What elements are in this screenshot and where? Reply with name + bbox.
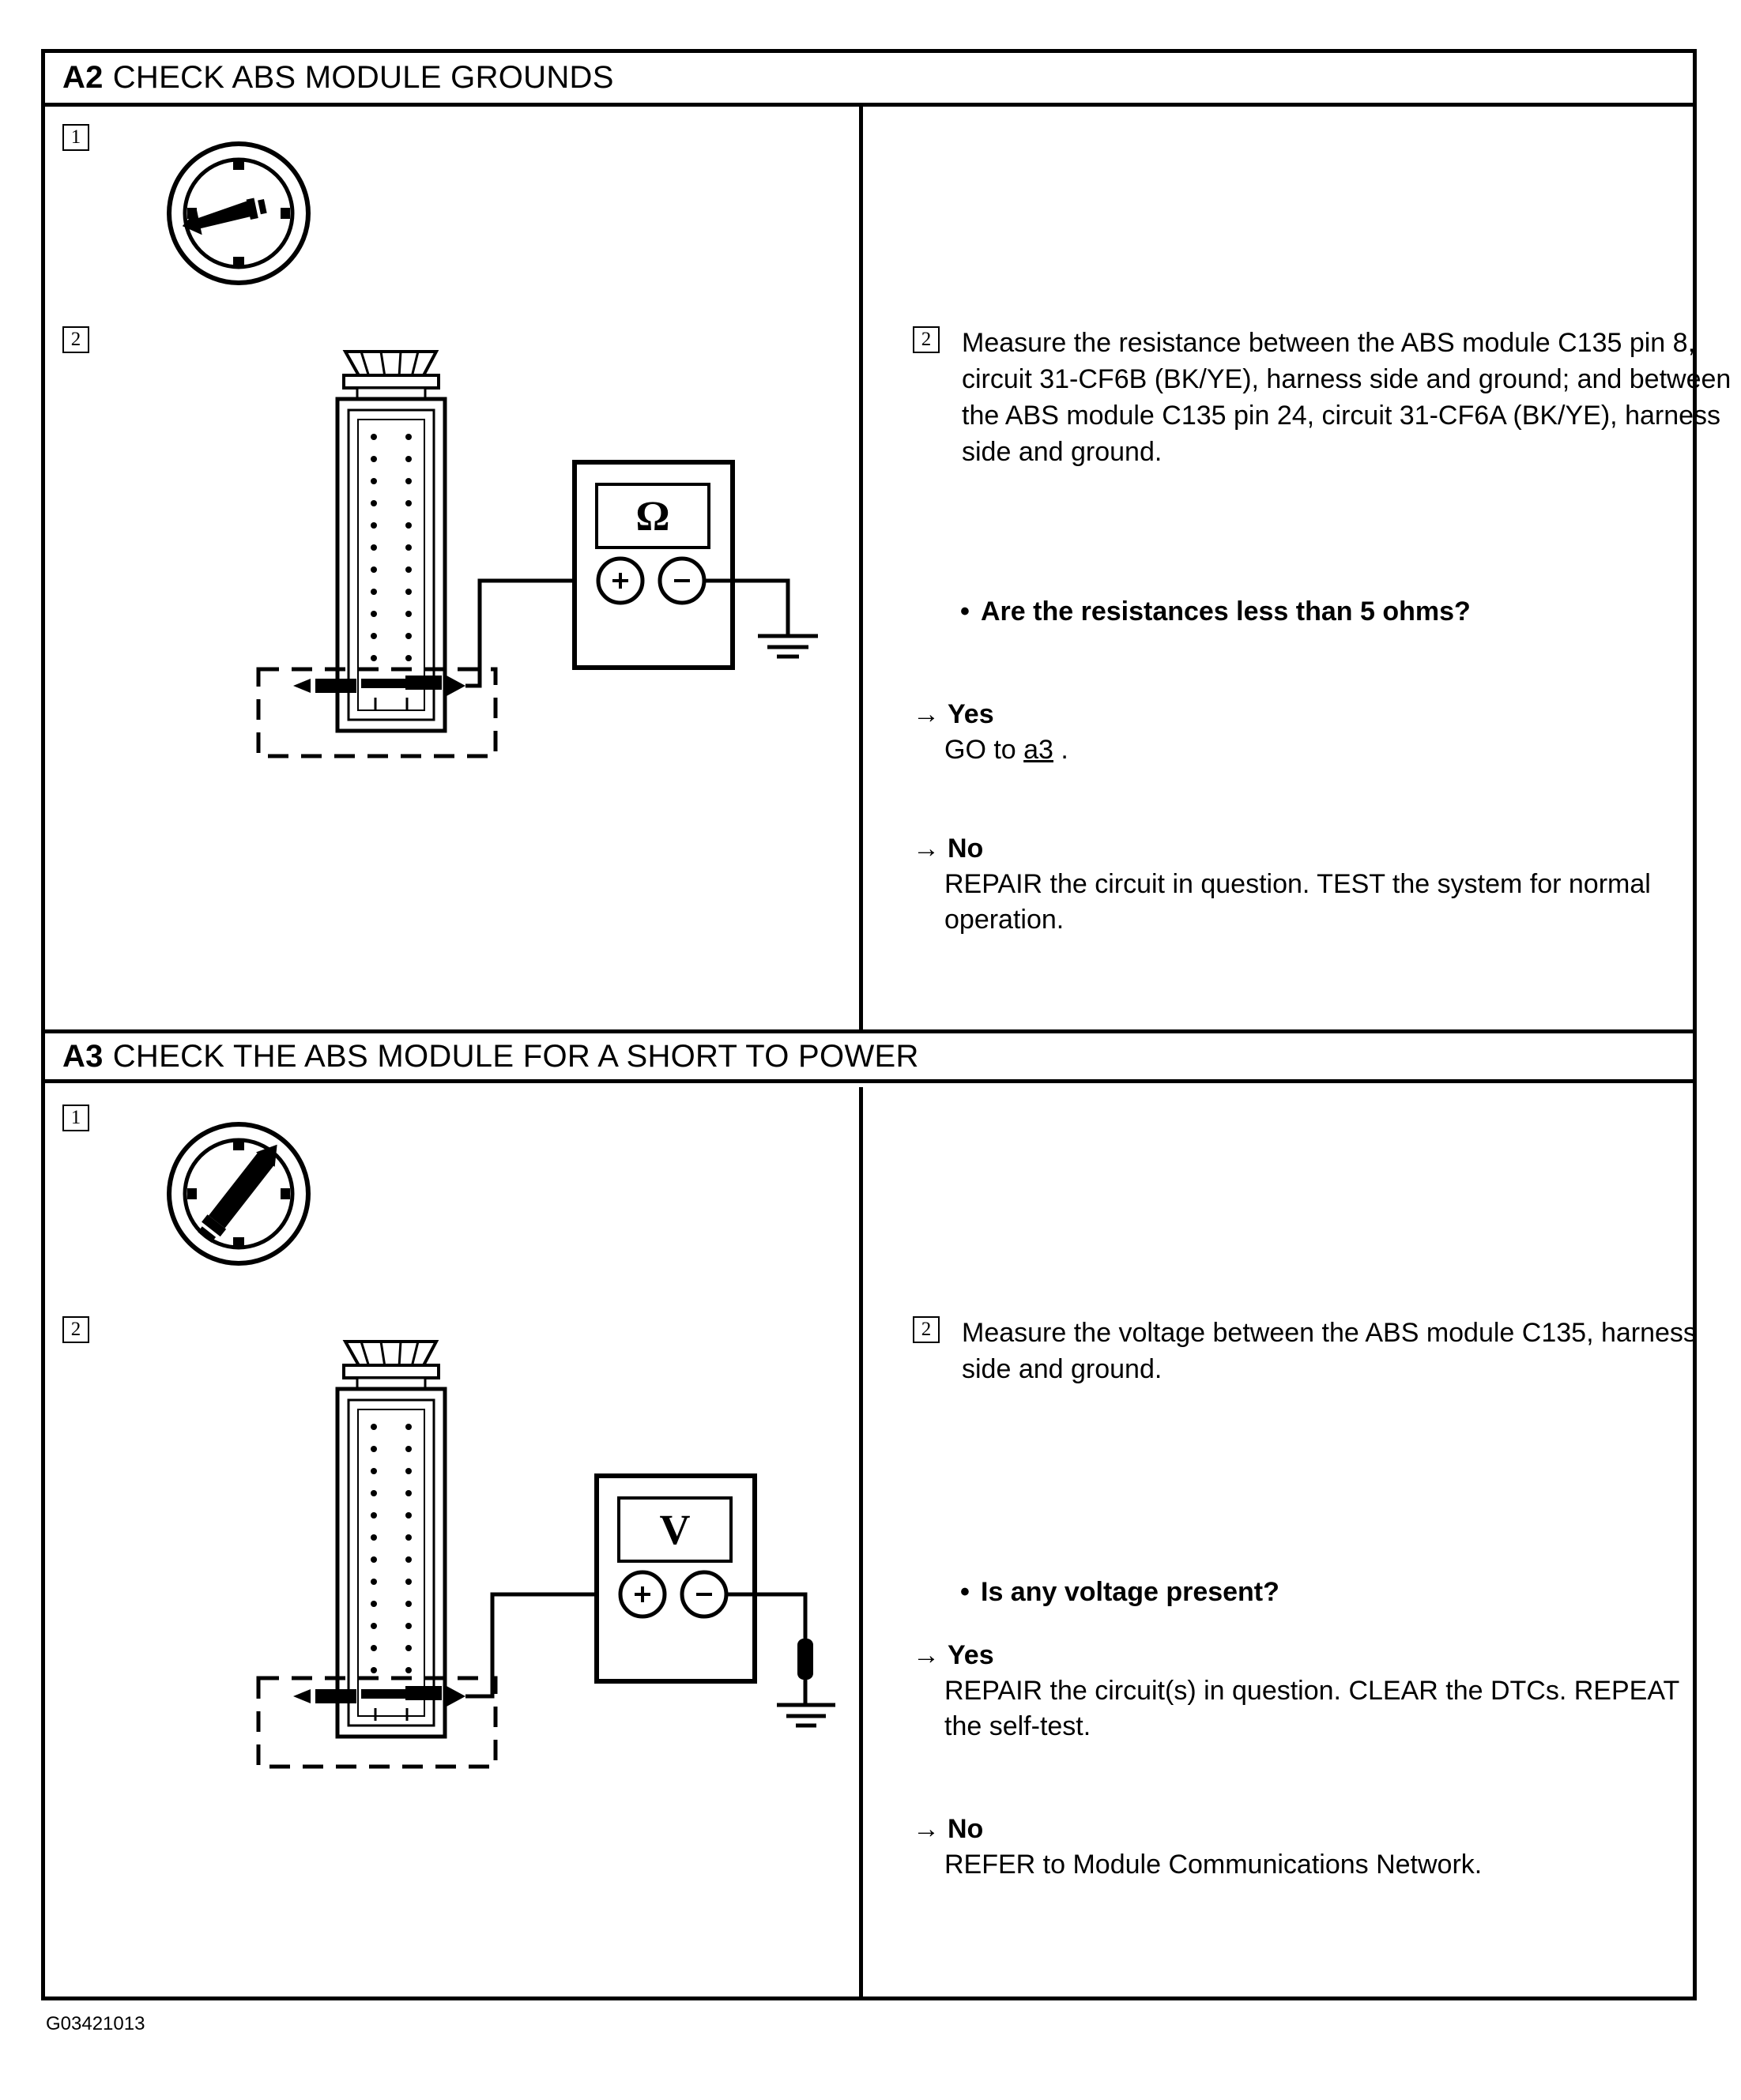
section-title: CHECK ABS MODULE GROUNDS	[112, 60, 614, 95]
answer-label-no: No	[948, 1814, 984, 1844]
section-body-a3	[45, 1087, 1697, 1997]
section-code: A3	[62, 1038, 104, 1074]
arrow-icon: →	[913, 834, 940, 864]
instruction-text: Measure the voltage between the ABS module C135, harness side and ground.	[962, 1318, 1697, 1384]
diagnostic-chart-frame	[41, 49, 1732, 2000]
answer-label-yes: Yes	[948, 699, 994, 729]
step-number-2: 2	[62, 1316, 89, 1343]
answer-label-yes: Yes	[948, 1640, 994, 1670]
section-title: CHECK THE ABS MODULE FOR A SHORT TO POWER	[112, 1038, 919, 1074]
arrow-icon: →	[913, 699, 940, 729]
answer-label-no: No	[948, 834, 984, 864]
section-code: A2	[62, 60, 104, 95]
connector-ohmmeter-diagram	[243, 344, 843, 802]
section-header-a2	[45, 53, 1693, 107]
ignition-switch-run-icon	[164, 1119, 314, 1269]
step-number-2: 2	[62, 326, 89, 353]
refer-target[interactable]: Module Communications Network.	[1072, 1850, 1483, 1880]
refer-prefix: REFER to	[944, 1850, 1073, 1880]
connector-voltmeter-diagram	[243, 1334, 875, 1808]
goto-link-a3[interactable]: a3	[1023, 735, 1053, 765]
bullet-icon: •	[960, 1577, 970, 1607]
svg-text:Ω: Ω	[635, 492, 670, 540]
step-number-1: 1	[62, 1105, 89, 1131]
instruction-number: 2	[913, 326, 940, 353]
answer-text-no: REPAIR the circuit in question. TEST the system for normal operation.	[944, 869, 1651, 935]
svg-text:V: V	[659, 1506, 691, 1553]
instruction-text: Measure the resistance between the ABS module C135 pin 8, circuit 31-CF6B (BK/YE), harness side and ground; and between the ABS module C135 pin 24, circuit 31-CF6A (BK/YE), harness side and ground.	[962, 328, 1732, 467]
ignition-switch-off-icon	[164, 138, 314, 288]
column-divider	[859, 107, 863, 1029]
answer-text-no	[944, 1847, 1719, 1883]
answer-text-yes: REPAIR the circuit(s) in question. CLEAR the DTCs. REPEAT the self-test.	[944, 1676, 1679, 1741]
step-number-1: 1	[62, 124, 89, 151]
section-body-a2	[45, 107, 1732, 1029]
goto-suffix: .	[1053, 735, 1068, 765]
arrow-icon: →	[913, 1814, 940, 1844]
question-text: Are the resistances less than 5 ohms?	[981, 597, 1471, 627]
arrow-icon: →	[913, 1640, 940, 1670]
question-row	[960, 597, 1687, 627]
figure-id: G03421013	[46, 2013, 145, 2034]
section-header-a3	[45, 1029, 1693, 1083]
goto-prefix: GO to	[944, 735, 1024, 765]
question-row	[960, 1577, 1687, 1608]
answer-text-yes	[944, 732, 1719, 768]
bullet-icon: •	[960, 597, 970, 627]
question-text: Is any voltage present?	[981, 1577, 1279, 1607]
instruction-number: 2	[913, 1316, 940, 1343]
